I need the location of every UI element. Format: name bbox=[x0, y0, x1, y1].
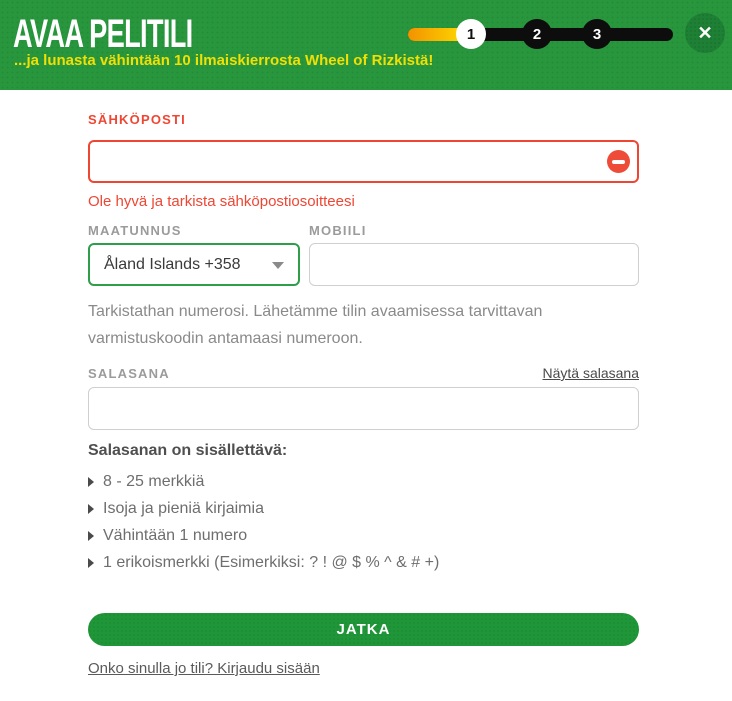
close-icon: ✕ bbox=[697, 22, 713, 43]
password-requirements-list bbox=[88, 468, 639, 576]
page-title: AVAA PELITILI bbox=[13, 12, 193, 56]
progress-stepper bbox=[408, 25, 673, 43]
error-minus-circle-icon bbox=[607, 150, 630, 173]
email-input[interactable] bbox=[88, 140, 639, 183]
email-label: SÄHKÖPOSTI bbox=[88, 112, 186, 127]
requirement-item: Isoja ja pieniä kirjaimia bbox=[88, 495, 639, 522]
password-input[interactable] bbox=[88, 387, 639, 430]
country-code-value: Åland Islands +358 bbox=[104, 255, 241, 273]
email-input-wrap bbox=[88, 140, 639, 183]
modal-header bbox=[0, 0, 732, 90]
chevron-down-icon bbox=[272, 262, 284, 269]
email-error-message: Ole hyvä ja tarkista sähköpostiosoitteesi bbox=[88, 193, 355, 210]
mobile-label: MOBIILI bbox=[309, 223, 367, 238]
mobile-input[interactable] bbox=[309, 243, 639, 286]
continue-button[interactable]: JATKA bbox=[88, 613, 639, 646]
requirement-item: 1 erikoismerkki (Esimerkiksi: ? ! @ $ % ^ & # +) bbox=[88, 549, 639, 576]
country-code-label: MAATUNNUS bbox=[88, 223, 182, 238]
password-header bbox=[88, 365, 639, 381]
step-2-indicator: 2 bbox=[522, 19, 552, 49]
country-code-select[interactable] bbox=[88, 243, 300, 286]
promo-subtitle: ...ja lunasta vähintään 10 ilmaiskierrosta Wheel of Rizkistä! bbox=[14, 52, 434, 69]
close-button[interactable] bbox=[685, 13, 725, 53]
phone-row-fields bbox=[88, 238, 639, 286]
step-3-indicator: 3 bbox=[582, 19, 612, 49]
login-link[interactable]: Onko sinulla jo tili? Kirjaudu sisään bbox=[88, 660, 320, 677]
password-requirements-title: Salasanan on sisällettävä: bbox=[88, 442, 288, 459]
mobile-help-text: Tarkistathan numerosi. Lähetämme tilin avaamisessa tarvittavan varmistuskoodin antamaasi numeroon. bbox=[88, 303, 543, 347]
step-1-indicator: 1 bbox=[456, 19, 486, 49]
show-password-link[interactable]: Näytä salasana bbox=[542, 365, 639, 381]
password-label: SALASANA bbox=[88, 366, 170, 381]
requirement-item: Vähintään 1 numero bbox=[88, 522, 639, 549]
phone-row-labels bbox=[88, 223, 639, 238]
registration-form bbox=[0, 90, 732, 678]
requirement-item: 8 - 25 merkkiä bbox=[88, 468, 639, 495]
